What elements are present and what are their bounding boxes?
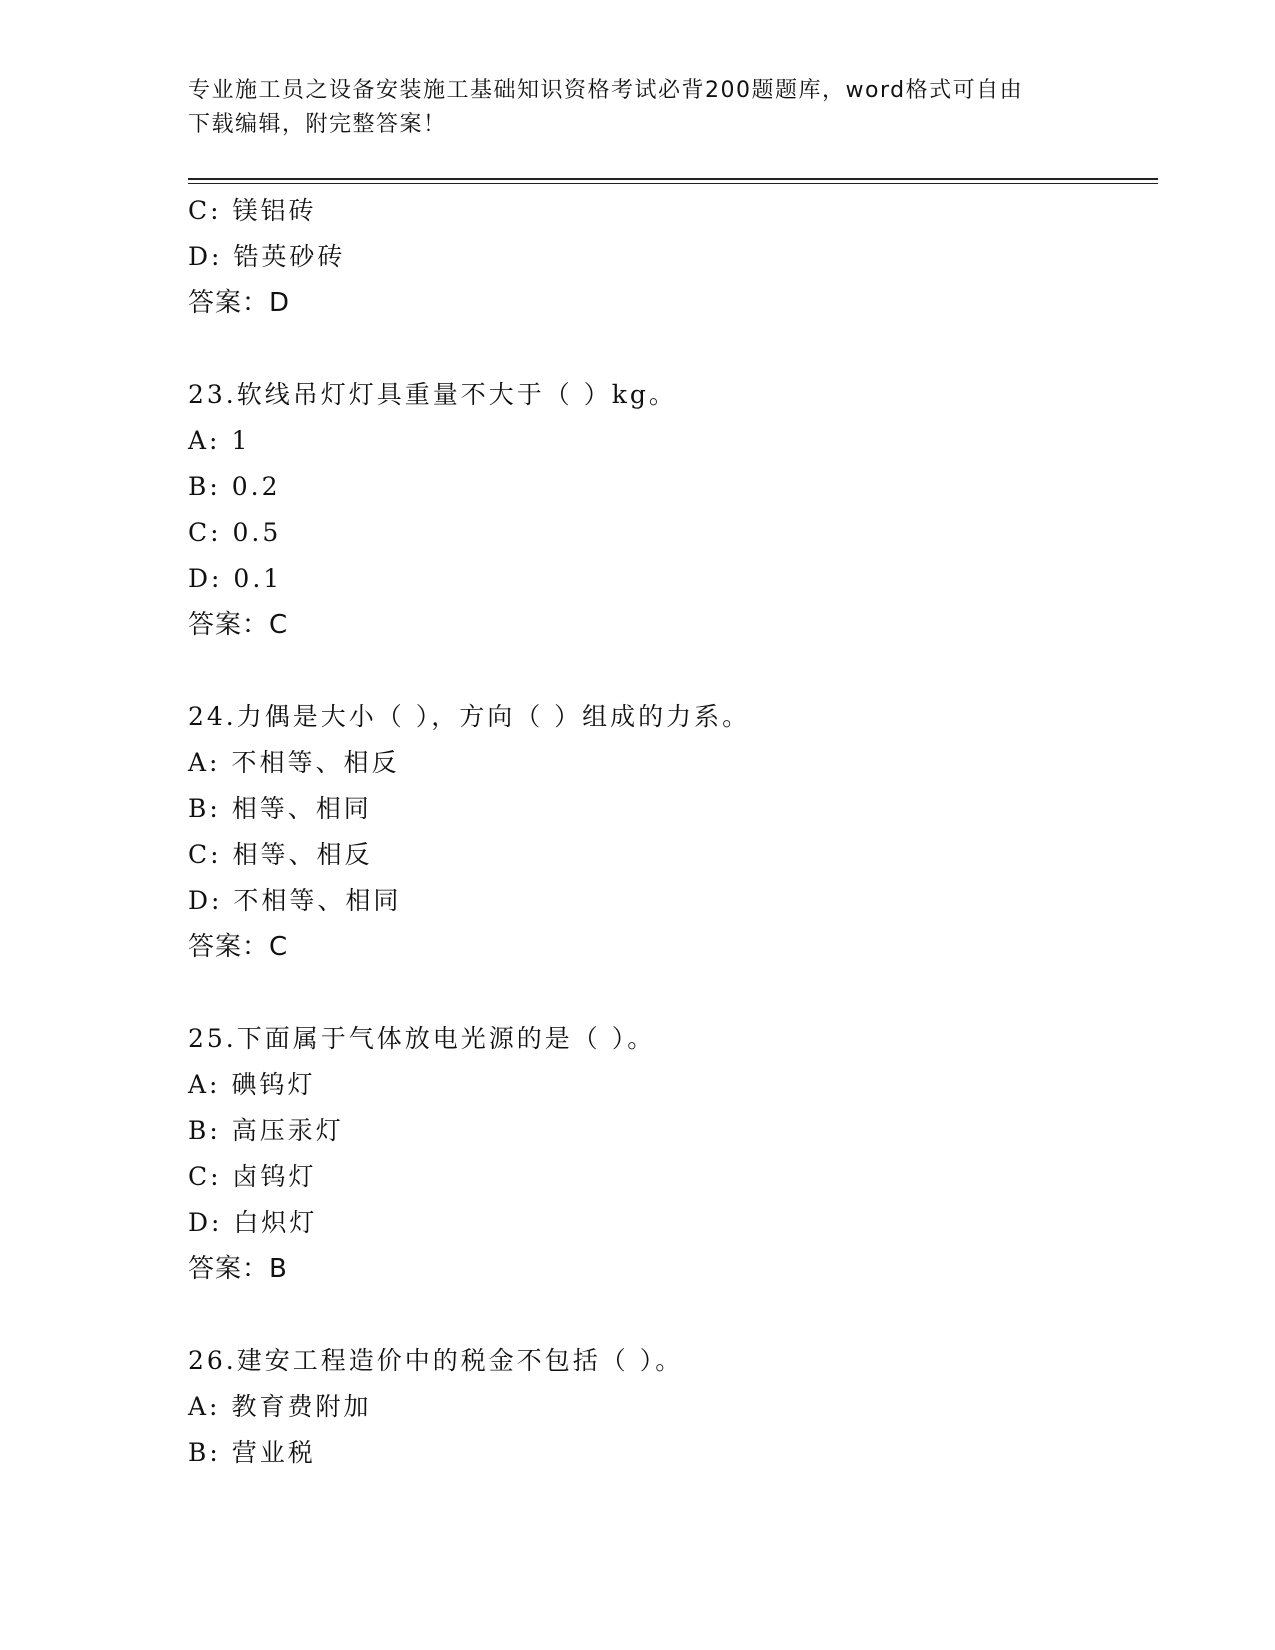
option-letter: C: (188, 1162, 222, 1191)
option-letter: B: (188, 1438, 221, 1467)
question-stem: 23.软线吊灯灯具重量不大于（ ）kg。 (188, 380, 677, 409)
option-d (188, 556, 1148, 602)
answer-line: 答案：C (188, 610, 289, 640)
option-text: 相等、相反 (232, 840, 373, 869)
option-b (188, 1108, 1148, 1154)
spacer (188, 648, 1148, 694)
question-stem: 25.下面属于气体放电光源的是（ ）。 (188, 1024, 656, 1053)
option-b (188, 464, 1148, 510)
question-26 (188, 1338, 1148, 1476)
spacer (188, 970, 1148, 1016)
option-c (188, 1154, 1148, 1200)
option-text: 营业税 (231, 1438, 316, 1467)
answer-line: 答案：C (188, 932, 289, 962)
option-text: 1 (231, 426, 251, 455)
option-c (188, 832, 1148, 878)
option-a (188, 1384, 1148, 1430)
header-divider (188, 178, 1158, 180)
option-letter: A: (188, 748, 221, 777)
option-d (188, 878, 1148, 924)
option-text: 卤钨灯 (232, 1162, 317, 1191)
option-text: 镁铝砖 (232, 196, 317, 225)
answer-line: 答案：B (188, 1254, 288, 1284)
question-stem: 24.力偶是大小（ ），方向（ ）组成的力系。 (188, 702, 751, 731)
option-text: 高压汞灯 (231, 1116, 344, 1145)
option-text: 碘钨灯 (231, 1070, 316, 1099)
spacer (188, 1292, 1148, 1338)
option-letter: B: (188, 1116, 221, 1145)
option-text: 0.5 (232, 518, 282, 547)
option-text: 不相等、相反 (231, 748, 400, 777)
option-text: 相等、相同 (231, 794, 372, 823)
header-divider-thin (188, 183, 1158, 184)
option-letter: D: (188, 564, 223, 593)
question-24 (188, 694, 1148, 970)
question-list (188, 188, 1148, 1476)
option-text: 0.1 (233, 564, 283, 593)
option-a (188, 1062, 1148, 1108)
option-b (188, 1430, 1148, 1476)
document-header (188, 74, 1088, 142)
option-d (188, 1200, 1148, 1246)
question-23 (188, 372, 1148, 648)
option-letter: A: (188, 1070, 221, 1099)
option-letter: C: (188, 840, 222, 869)
option-letter: C: (188, 196, 222, 225)
option-c (188, 510, 1148, 556)
option-letter: D: (188, 1208, 223, 1237)
question-stem: 26.建安工程造价中的税金不包括（ ）。 (188, 1346, 684, 1375)
question-22-continued (188, 188, 1148, 326)
spacer (188, 326, 1148, 372)
option-letter: A: (188, 426, 221, 455)
option-text: 教育费附加 (231, 1392, 372, 1421)
option-letter: B: (188, 472, 221, 501)
answer-line: 答案：D (188, 288, 291, 318)
option-text: 白炽灯 (233, 1208, 318, 1237)
option-letter: D: (188, 242, 223, 271)
option-text: 锆英砂砖 (233, 242, 346, 271)
option-a (188, 740, 1148, 786)
option-text: 不相等、相同 (233, 886, 402, 915)
question-25 (188, 1016, 1148, 1292)
option-c (188, 188, 1148, 234)
option-b (188, 786, 1148, 832)
option-a (188, 418, 1148, 464)
option-letter: C: (188, 518, 222, 547)
option-text: 0.2 (231, 472, 281, 501)
option-d (188, 234, 1148, 280)
option-letter: A: (188, 1392, 221, 1421)
option-letter: B: (188, 794, 221, 823)
option-letter: D: (188, 886, 223, 915)
header-line-1: 专业施工员之设备安装施工基础知识资格考试必背200题题库，word格式可自由 (188, 78, 1024, 103)
header-line-2: 下载编辑，附完整答案！ (188, 112, 447, 137)
